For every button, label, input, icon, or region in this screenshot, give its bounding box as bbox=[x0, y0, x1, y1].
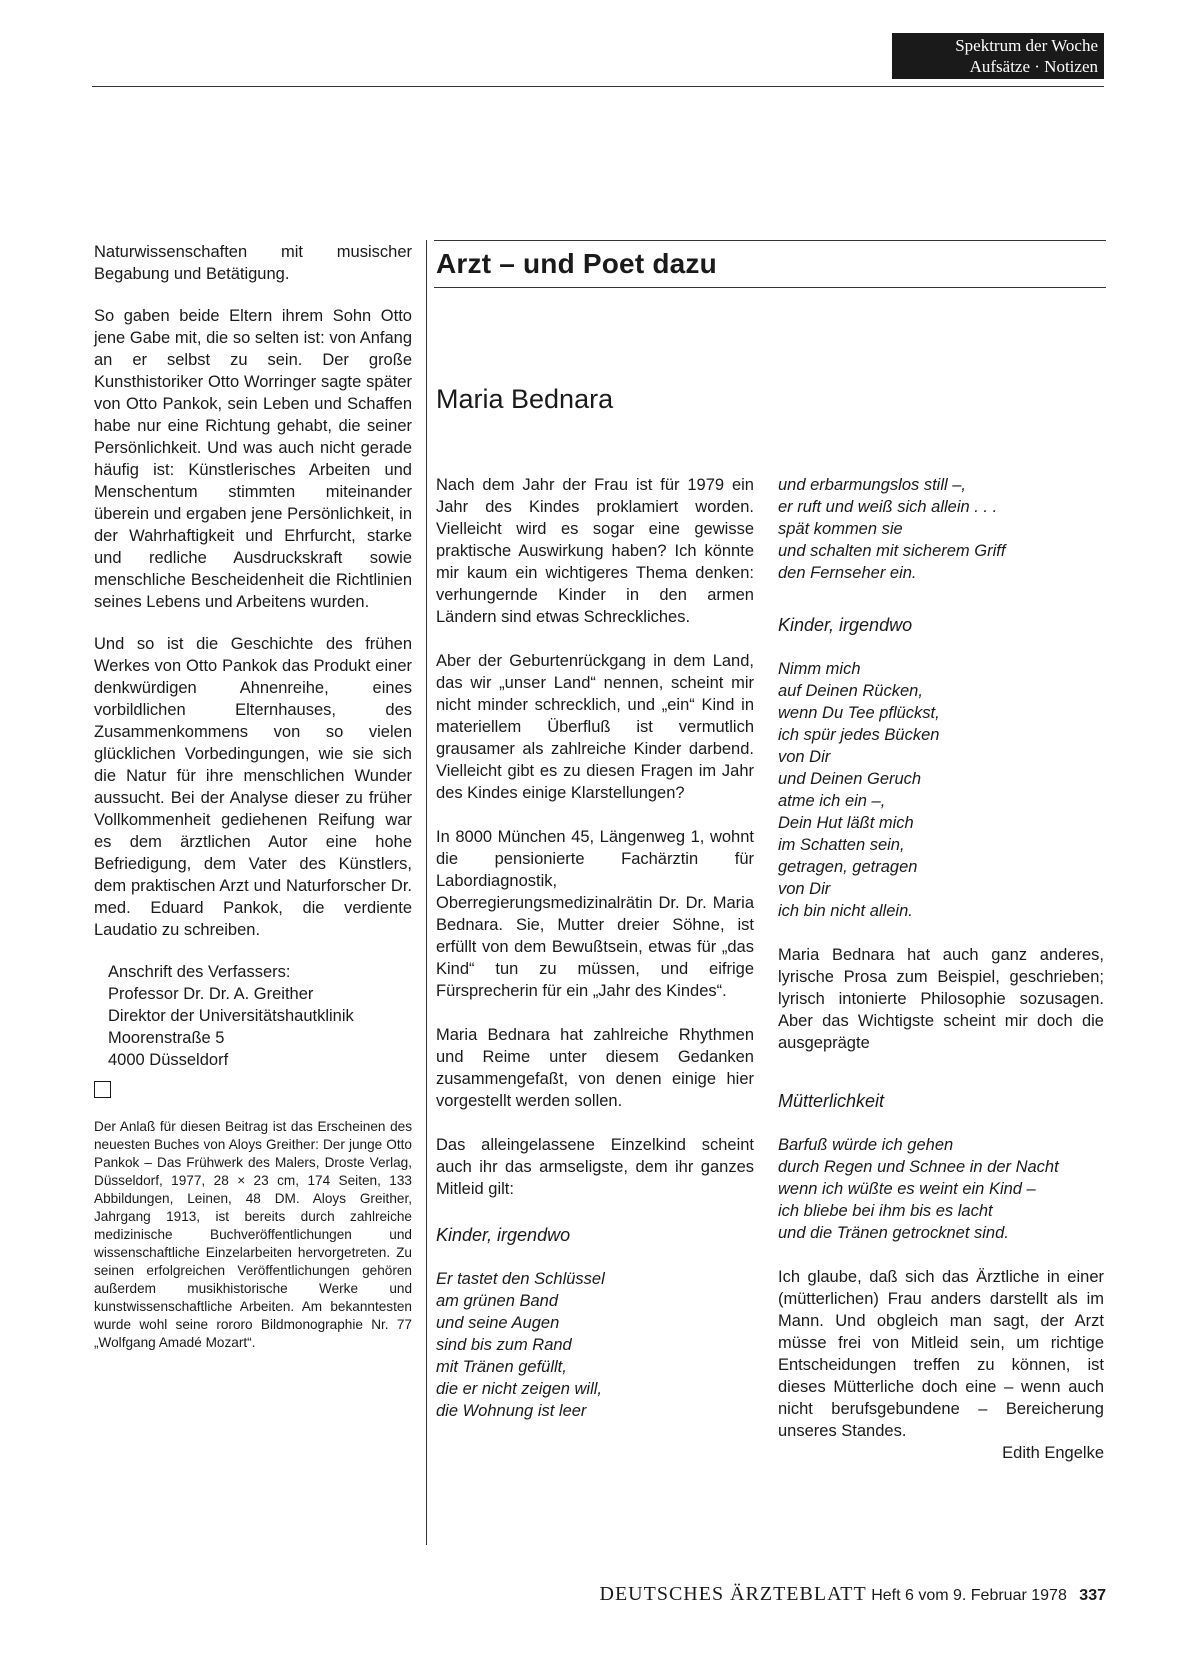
left-paragraph-3: Und so ist die Geschichte des frühen Werkes von Otto Pankok das Produkt einer denkwürdigen Ahnenreihe, eines vorbildlichen Elternhauses, des Zusammenkommens von so vielen glücklichen Vorbedingungen, wie sie sich die Natur für ihre menschlichen Wunder aussucht. Bei der Analyse dieser zu früher Vollkommenheit gediehenen Reifung war es dem ärztlichen Autor eine hohe Befriedigung, dem Vater des Künstlers, dem praktischen Arzt und Naturforscher Dr. med. Eduard Pankok, die verdiente Laudatio zu schreiben. bbox=[94, 635, 412, 939]
poem-line: mit Tränen gefüllt, bbox=[436, 1358, 567, 1376]
poem-line: den Fernseher ein. bbox=[778, 564, 917, 582]
poem-line: und Deinen Geruch bbox=[778, 770, 922, 788]
poem-line: durch Regen und Schnee in der Nacht bbox=[778, 1158, 1059, 1176]
poem-title: Kinder, irgendwo bbox=[436, 1225, 571, 1245]
address-line: Professor Dr. Dr. A. Greither bbox=[108, 985, 314, 1003]
article-title: Arzt – und Poet dazu bbox=[436, 248, 717, 279]
poem-line: spät kommen sie bbox=[778, 520, 903, 538]
poem-line: atme ich ein –, bbox=[778, 792, 886, 810]
poem-line: und erbarmungslos still –, bbox=[778, 476, 967, 494]
middle-paragraph-2: Aber der Geburtenrückgang in dem Land, das wir „unser Land“ nennen, scheint mir nicht minder schrecklich, und „ein“ Kind in materiellem Überfluß ist vermutlich grausamer als zahlreiche Kinder darbend. Vielleicht gibt es zu diesen Fragen im Jahr des Kindes einige Klarstellungen? bbox=[436, 652, 754, 802]
poem-line: Dein Hut läßt mich bbox=[778, 814, 914, 832]
end-of-article-box-icon bbox=[94, 1081, 111, 1098]
poem-line: die er nicht zeigen will, bbox=[436, 1380, 602, 1398]
subject-name: Maria Bednara bbox=[436, 384, 614, 414]
address-line: 4000 Düsseldorf bbox=[108, 1051, 229, 1069]
poem-line: Barfuß würde ich gehen bbox=[778, 1136, 954, 1154]
author-address bbox=[108, 961, 412, 1071]
poem-title: Kinder, irgendwo bbox=[778, 615, 913, 635]
page-number: 337 bbox=[1079, 1587, 1106, 1604]
article-signature: Edith Engelke bbox=[1002, 1444, 1104, 1462]
poem-line: auf Deinen Rücken, bbox=[778, 682, 923, 700]
middle-paragraph-5: Das alleingelassene Einzelkind scheint auch ihr das armseligste, dem ihr ganzes Mitleid gilt: bbox=[436, 1136, 754, 1198]
poem-1-part-2 bbox=[778, 474, 1104, 584]
poem-line: wenn Du Tee pflückst, bbox=[778, 704, 940, 722]
title-rule-bottom bbox=[434, 287, 1106, 288]
right-paragraph-1: Maria Bednara hat auch ganz anderes, lyrische Prosa zum Beispiel, geschrieben; lyrisch intonierte Philosophie sozusagen. Aber das Wichtigste scheint mir doch die ausgeprägte bbox=[778, 946, 1104, 1052]
poem-line: von Dir bbox=[778, 748, 831, 766]
poem-line: Er tastet den Schlüssel bbox=[436, 1270, 605, 1288]
poem-line: ich bliebe bei ihm bis es lacht bbox=[778, 1202, 993, 1220]
poem-line: und die Tränen getrocknet sind. bbox=[778, 1224, 1009, 1242]
page-footer bbox=[470, 1582, 1106, 1608]
poem-line: im Schatten sein, bbox=[778, 836, 905, 854]
poem-line: und schalten mit sicherem Griff bbox=[778, 542, 1006, 560]
left-paragraph-2: So gaben beide Eltern ihrem Sohn Otto jene Gabe mit, die so selten ist: von Anfang an er selbst zu sein. Der große Kunsthistoriker Otto Worringer sagte später von Otto Pankok, sein Leben und Schaffen habe nur eine Richtung gehabt, die seiner Persönlichkeit. Und was auch nicht gerade häufig ist: Künstlerisches Arbeiten und Menschentum stimmten miteinander überein und ergaben jene Persönlichkeit, in der Wahrhaftigkeit und Ehrfurcht, starke und redliche Ausdruckskraft sowie menschliche Bescheidenheit die Richtlinien seines Lebens und Arbeitens wurden. bbox=[94, 307, 412, 611]
poem-3 bbox=[778, 1134, 1104, 1244]
section-label-line1: Spektrum der Woche bbox=[955, 36, 1098, 55]
address-line: Direktor der Universitätshautklinik bbox=[108, 1007, 354, 1025]
right-column bbox=[778, 474, 1104, 1464]
middle-paragraph-3: In 8000 München 45, Längenweg 1, wohnt die pensionierte Fachärztin für Labordiagnostik, Oberregierungsmedizinalrätin Dr. Dr. Maria Bednara. Sie, Mutter dreier Söhne, ist erfüllt von dem Bewußtsein, etwas für „das Kind“ tun zu müssen, und eifrige Fürsprecherin für ein „Jahr des Kindes“. bbox=[436, 828, 754, 1000]
poem-2 bbox=[778, 658, 1104, 922]
poem-line: wenn ich wüßte es weint ein Kind – bbox=[778, 1180, 1036, 1198]
section-label-box bbox=[892, 33, 1104, 79]
poem-title: Mütterlichkeit bbox=[778, 1091, 885, 1111]
middle-paragraph-4: Maria Bednara hat zahlreiche Rhythmen und Reime unter diesem Gedanken zusammengefaßt, von denen einige hier vorgestellt werden sollen. bbox=[436, 1026, 754, 1110]
poem-line: ich bin nicht allein. bbox=[778, 902, 913, 920]
title-rule-top bbox=[434, 240, 1106, 241]
footnote: Der Anlaß für diesen Beitrag ist das Erscheinen des neuesten Buches von Aloys Greither: Der junge Otto Pankok – Das Frühwerk des Malers, Droste Verlag, Düsseldorf, 1977, 28 × 23 cm, 174 Seiten, 133 Abbildungen, Leinen, 48 DM. Aloys Greither, Jahrgang 1913, ist bereits durch zahlreiche medizinische Buchveröffentlichungen und wissenschaftliche Einzelarbeiten hervorgetreten. Zu seinen erfolgreichen Veröffentlichungen gehören außerdem musikhistorische Werke und kunstwissenschaftliche Arbeiten. Am bekanntesten wurde wohl seine rororo Bildmonographie Nr. 77 „Wolfgang Amadé Mozart“. bbox=[94, 1119, 412, 1350]
section-label-line2: Aufsätze · Notizen bbox=[969, 57, 1098, 76]
left-column bbox=[94, 241, 412, 1372]
column-divider bbox=[426, 240, 427, 1545]
address-line: Anschrift des Verfassers: bbox=[108, 963, 291, 981]
poem-line: von Dir bbox=[778, 880, 831, 898]
poem-line: Nimm mich bbox=[778, 660, 861, 678]
middle-column bbox=[436, 474, 754, 1444]
issue-info: Heft 6 vom 9. Februar 1978 bbox=[871, 1587, 1067, 1604]
poem-line: getragen, getragen bbox=[778, 858, 918, 876]
header-rule bbox=[92, 86, 1104, 87]
poem-line: sind bis zum Rand bbox=[436, 1336, 572, 1354]
poem-line: die Wohnung ist leer bbox=[436, 1402, 587, 1420]
address-line: Moorenstraße 5 bbox=[108, 1029, 225, 1047]
left-paragraph-1: Naturwissenschaften mit musischer Begabung und Betätigung. bbox=[94, 243, 412, 283]
poem-line: und seine Augen bbox=[436, 1314, 560, 1332]
middle-paragraph-1: Nach dem Jahr der Frau ist für 1979 ein Jahr des Kindes proklamiert worden. Vielleicht wird es sogar eine gewisse praktische Auswirkung haben? Ich könnte mir kaum ein wichtigeres Thema denken: verhungernde Kinder in den armen Ländern sind etwas Schreckliches. bbox=[436, 476, 754, 626]
poem-line: er ruft und weiß sich allein . . . bbox=[778, 498, 998, 516]
journal-name: DEUTSCHES ÄRZTEBLATT bbox=[599, 1583, 867, 1605]
poem-1-part-1 bbox=[436, 1268, 754, 1422]
poem-line: ich spür jedes Bücken bbox=[778, 726, 940, 744]
poem-line: am grünen Band bbox=[436, 1292, 559, 1310]
right-paragraph-2: Ich glaube, daß sich das Ärztliche in einer (mütterlichen) Frau anders darstellt als im Mann. Und obgleich man sagt, der Arzt müsse frei von Mitleid sein, um richtige Entscheidungen treffen zu können, ist dieses Mütterliche doch eine – wenn auch nicht berufsgebundene – Bereicherung unseres Standes. bbox=[778, 1268, 1104, 1440]
